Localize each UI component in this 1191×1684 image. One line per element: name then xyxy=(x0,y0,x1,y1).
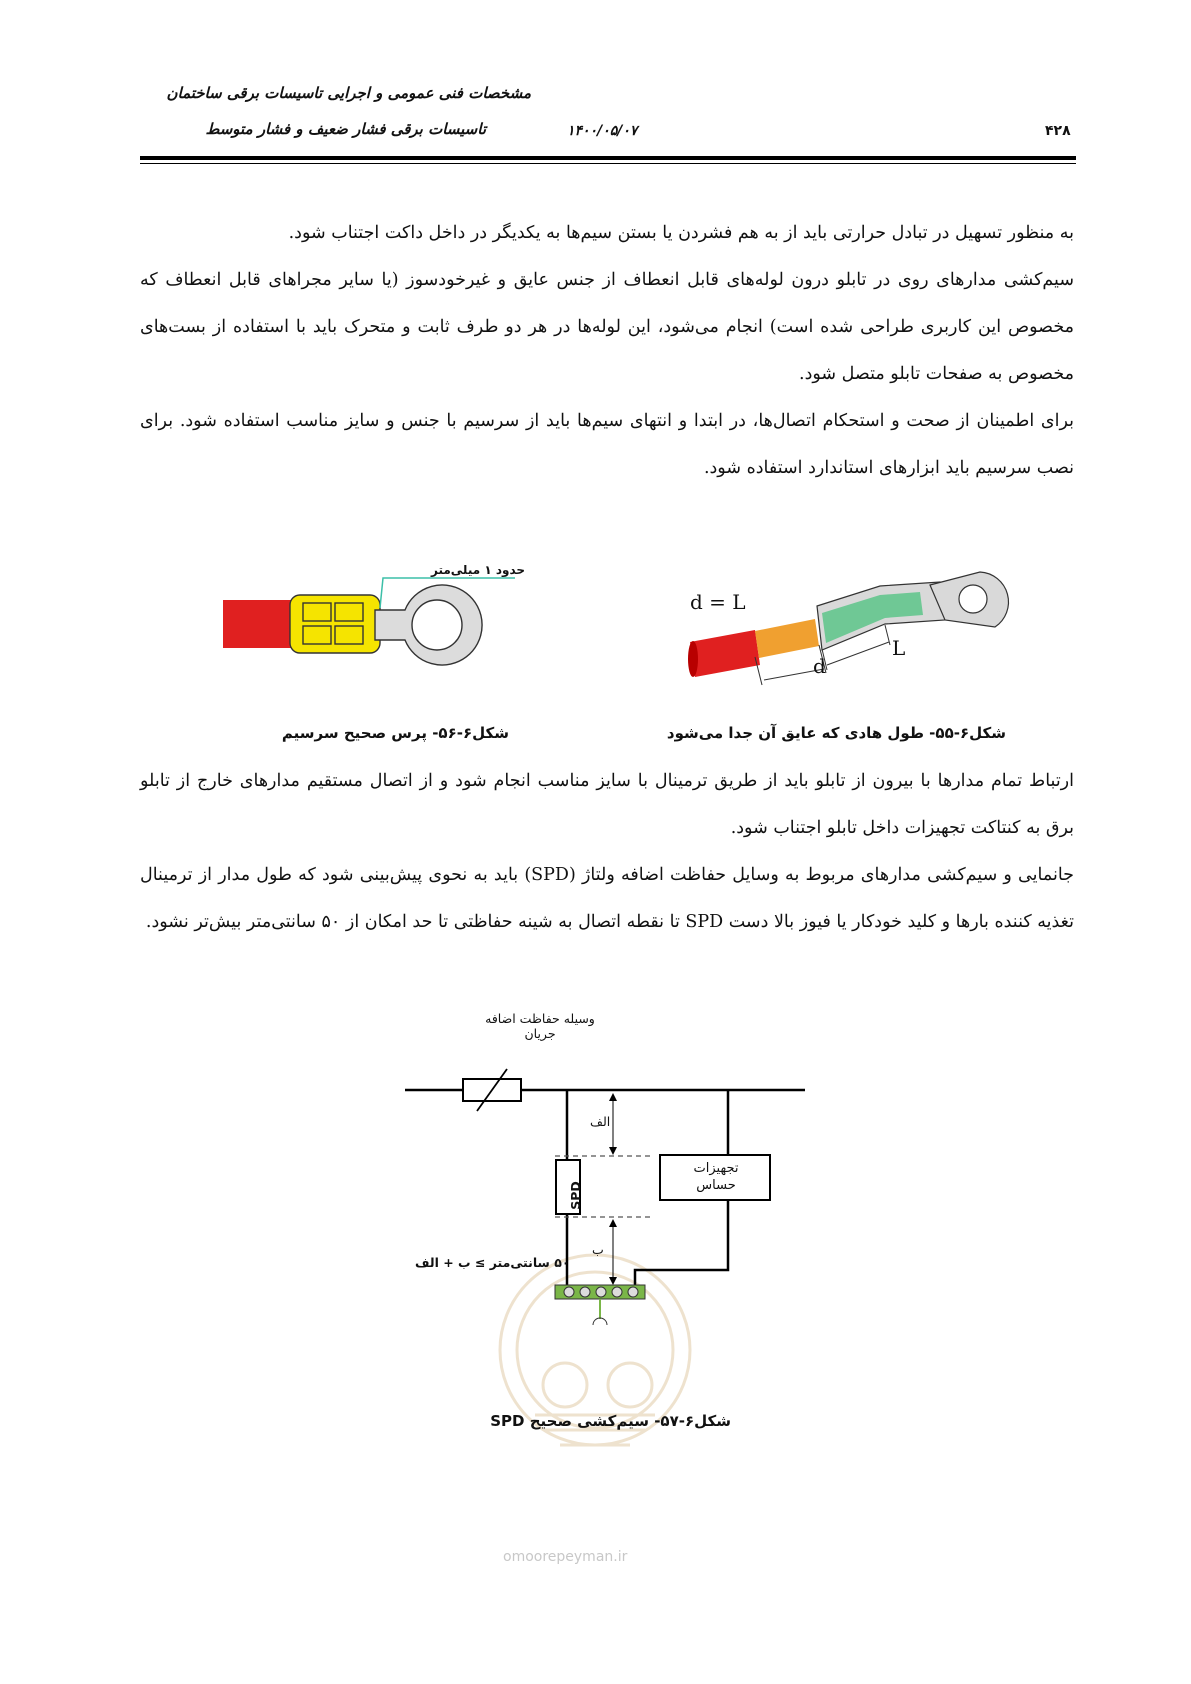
length-rule-label: ۵۰ سانتی‌متر ≥ ب + الف xyxy=(415,1255,570,1270)
L-label: L xyxy=(892,636,906,660)
overcurrent-device-label: وسیله حفاظت اضافه جریان xyxy=(485,1011,595,1041)
wire-insulation xyxy=(690,630,760,677)
paragraph-1: به منظور تسهیل در تبادل حرارتی باید از به هم فشردن یا بستن سیم‌ها به یکدیگر در داخل داکت اجتناب شود. xyxy=(288,223,1074,243)
d-label: d xyxy=(813,654,826,678)
be-label: ب xyxy=(592,1242,604,1257)
header-rule-thin xyxy=(140,163,1076,164)
figure-55-caption: شکل۶-۵۵- طول هادی که عایق آن جدا می‌شود xyxy=(666,724,1006,742)
d-equals-L-label: d = L xyxy=(690,590,746,614)
figure-56-caption: شکل۶-۵۶- پرس صحیح سرسیم xyxy=(281,724,509,742)
spd-label: SPD xyxy=(567,1181,583,1210)
document-subtitle: تاسیسات برقی فشار ضعیف و فشار متوسط xyxy=(205,120,486,138)
sensitive-equipment-label: تجهیزات حساس xyxy=(693,1161,739,1193)
paragraph-2: سیم‌کشی مدارهای روی در تابلو درون لوله‌های قابل انعطاف از جنس عایق و غیرخودسوز (یا سایر مجراهای قابل انعطاف که مخصوص این کاربری طراحی شده است) انجام می‌شود، این لوله‌ها در هر دو طرف ثابت و متحرک باید با استفاده از بست‌های مخصوص به صفحات تابلو متصل شود. xyxy=(140,270,1074,384)
page-number: ۴۲۸ xyxy=(1045,123,1071,139)
header-rule-thick xyxy=(140,156,1076,160)
paragraph-5: جانمایی و سیم‌کشی مدارهای مربوط به وسایل حفاظت اضافه ولتاژ (SPD) باید به نحوی پیش‌بینی شود که طول مدار از ترمینال تغذیه کننده بارها و کلید خودکار یا فیوز بالا دست SPD تا نقطه اتصال به شینه حفاظتی تا حد امکان از ۵۰ سانتی‌متر بیش‌تر نشود. xyxy=(140,865,1074,932)
watermark-url: omoorepeyman.ir xyxy=(503,1549,628,1565)
about-1mm-label: حدود ۱ میلی‌متر xyxy=(431,563,526,577)
paragraph-4: ارتباط تمام مدارها با بیرون از تابلو باید از طریق ترمینال با سایز مناسب انجام شود و از اتصال مستقیم مدارهای خارج از تابلو برق به کنتاکت تجهیزات داخل تابلو اجتناب شود. xyxy=(140,771,1074,838)
figure-57-caption: شکل۶-۵۷- سیم‌کشی صحیح SPD xyxy=(490,1412,731,1430)
bare-conductor xyxy=(755,619,819,658)
earth-symbol xyxy=(593,1318,607,1325)
paragraph-3: برای اطمینان از صحت و استحکام اتصال‌ها، در ابتدا و انتهای سیم‌ها باید از سرسیم با جنس و سایز مناسب استفاده شود. برای نصب سرسیم باید ابزارهای استاندارد استفاده شود. xyxy=(140,411,1074,478)
alef-label: الف xyxy=(590,1114,611,1129)
stripped-conductor-figure xyxy=(680,545,1020,690)
spd-wiring-diagram xyxy=(395,1035,825,1325)
document-title: مشخصات فنی عمومی و اجرایی تاسیسات برقی ساختمان xyxy=(166,84,531,102)
document-date: ۱۴۰۰/۰۵/۰۷ xyxy=(567,123,638,139)
